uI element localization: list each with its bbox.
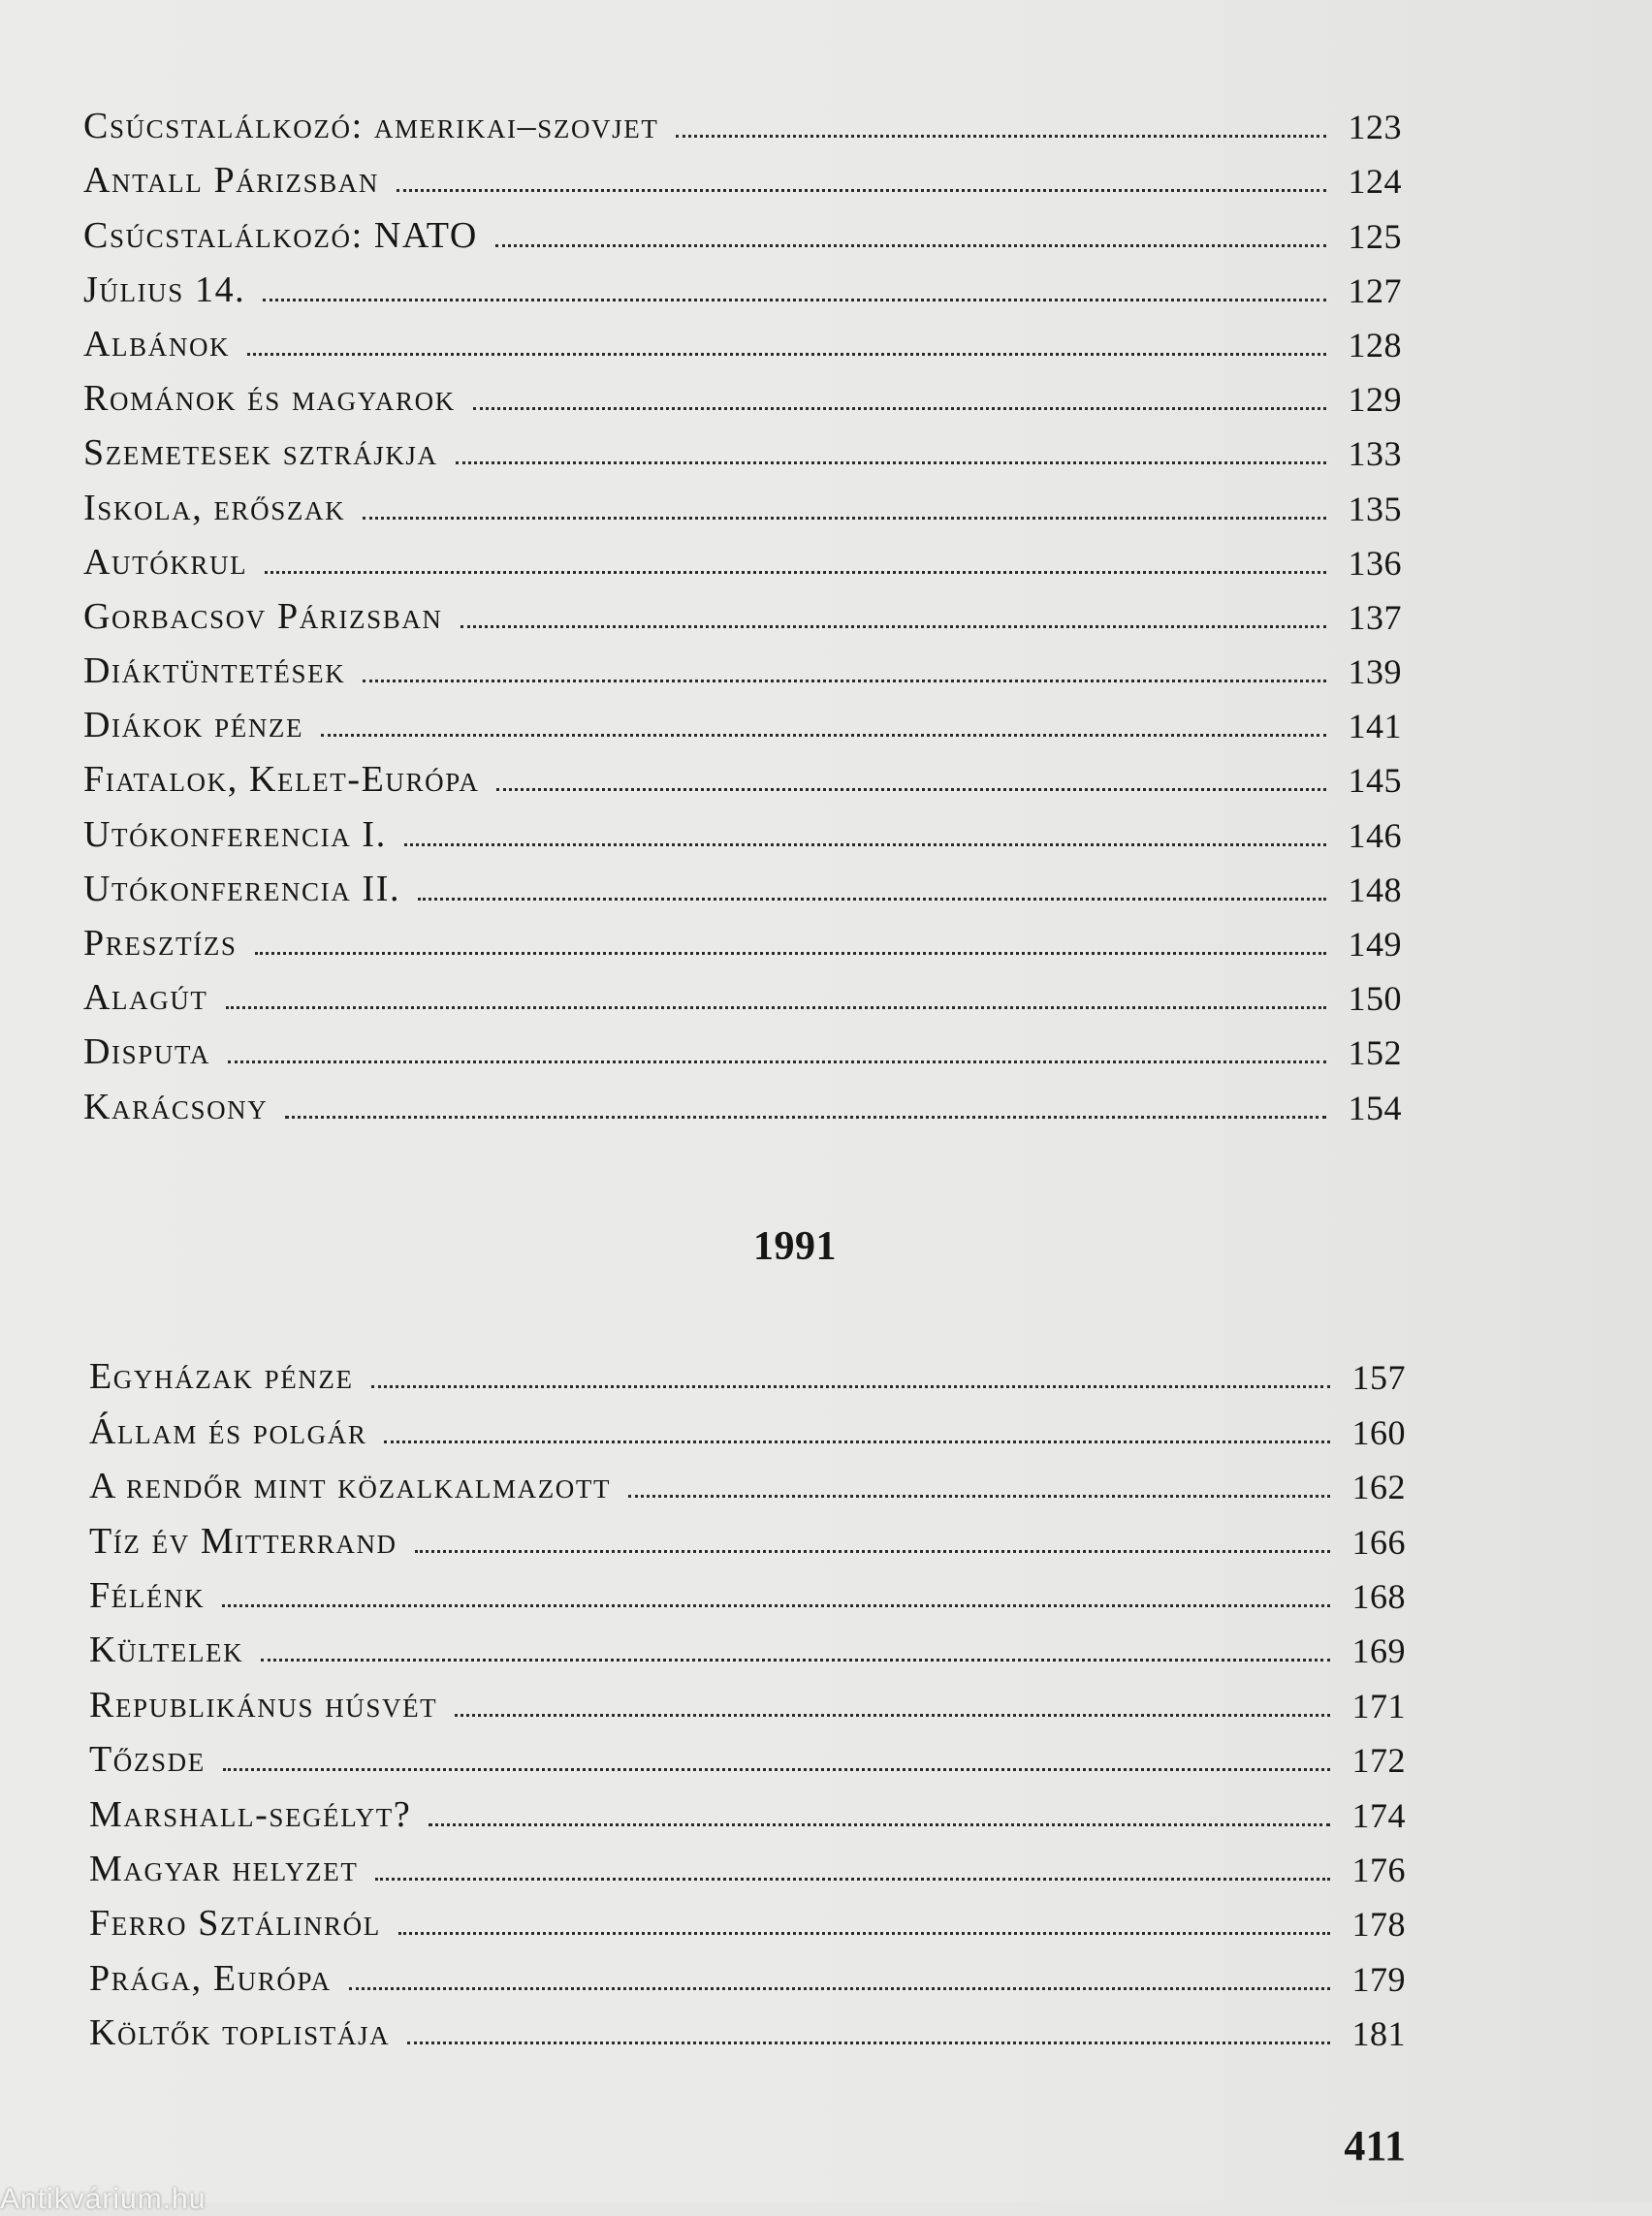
toc-entry-title: Iskola, erőszak (83, 487, 346, 528)
toc-entry-title: Szemetesek sztrájkja (83, 432, 438, 474)
toc-entry-page: 176 (1351, 1850, 1406, 1889)
dot-leader (363, 517, 1326, 520)
toc-entry (83, 584, 1402, 638)
toc-entry-title: Ferro Sztálinról (89, 1903, 381, 1945)
toc-entry (83, 1019, 1402, 1073)
toc-entry-title: Marshall-segélyt? (89, 1793, 412, 1835)
toc-entry-page: 174 (1351, 1795, 1406, 1835)
dot-leader (496, 788, 1326, 791)
toc-entry-title: Karácsony (83, 1086, 269, 1127)
toc-entry-page: 136 (1348, 543, 1402, 583)
dot-leader (384, 1440, 1330, 1443)
dot-leader (397, 189, 1326, 192)
toc-entry (83, 692, 1402, 746)
toc-entry-title: Disputa (83, 1031, 210, 1073)
toc-entry (89, 1617, 1406, 1671)
toc-entry (83, 856, 1402, 910)
toc-entry-title: Magyar helyzet (89, 1848, 359, 1889)
dot-leader (455, 1714, 1330, 1717)
section-heading-year: 1991 (753, 1224, 837, 1269)
dot-leader (247, 353, 1326, 356)
toc-list-1991 (89, 1344, 1406, 2054)
dot-leader (263, 299, 1326, 301)
toc-entry-page: 152 (1348, 1033, 1402, 1073)
dot-leader (404, 843, 1326, 846)
toc-entry-title: Románok és magyarok (83, 378, 456, 420)
dot-leader (363, 680, 1326, 682)
toc-entry (83, 801, 1402, 855)
dot-leader (349, 1987, 1330, 1990)
toc-entry (83, 965, 1402, 1019)
toc-list-1990 (83, 93, 1402, 1128)
toc-entry (83, 474, 1402, 528)
dot-leader (495, 244, 1326, 247)
toc-entry-title: Fiatalok, Kelet-Európa (83, 759, 480, 801)
toc-entry-title: Diáktüntetések (83, 650, 346, 692)
toc-entry-page: 149 (1348, 925, 1402, 964)
dot-leader (418, 898, 1326, 901)
toc-entry (83, 910, 1402, 965)
dot-leader (628, 1495, 1330, 1498)
toc-entry-page: 150 (1348, 979, 1402, 1019)
page-number: 411 (1344, 2122, 1406, 2169)
toc-entry-page: 160 (1351, 1412, 1406, 1452)
toc-entry-title: Autókrul (83, 541, 248, 583)
dot-leader (461, 625, 1326, 628)
dot-leader (223, 1768, 1330, 1771)
toc-entry-page: 137 (1348, 597, 1402, 637)
toc-entry (89, 1344, 1406, 1398)
toc-entry (83, 202, 1402, 256)
toc-entry-title: Presztízs (83, 923, 238, 964)
dot-leader (371, 1385, 1330, 1388)
toc-entry (89, 1945, 1406, 1999)
toc-entry-title: Diákok pénze (83, 705, 304, 746)
toc-entry-title: A rendőr mint közalkalmazott (89, 1466, 612, 1507)
dot-leader (429, 1823, 1330, 1826)
toc-entry (89, 1781, 1406, 1835)
toc-entry (89, 1836, 1406, 1890)
toc-entry-page: 154 (1348, 1088, 1402, 1127)
dot-leader (226, 1006, 1326, 1009)
toc-entry (83, 638, 1402, 692)
toc-entry-page: 171 (1351, 1686, 1406, 1725)
toc-entry-page: 125 (1348, 216, 1402, 256)
toc-entry-title: Tőzsde (89, 1739, 206, 1781)
toc-entry-page: 146 (1348, 815, 1402, 855)
toc-entry-page: 172 (1351, 1741, 1406, 1781)
toc-entry (83, 1073, 1402, 1127)
toc-entry-title: Albánok (83, 323, 231, 364)
toc-entry-title: Félénk (89, 1574, 206, 1616)
toc-entry (83, 420, 1402, 474)
toc-entry-page: 139 (1348, 652, 1402, 692)
dot-leader (473, 407, 1326, 410)
toc-entry-title: Csúcstalálkozó: NATO (83, 214, 478, 256)
toc-entry-page: 123 (1348, 108, 1402, 147)
toc-entry (83, 365, 1402, 420)
dot-leader (222, 1604, 1330, 1607)
toc-entry (83, 93, 1402, 147)
dot-leader (228, 1061, 1326, 1063)
toc-entry-page: 127 (1348, 270, 1402, 310)
toc-entry-page: 169 (1351, 1631, 1406, 1671)
toc-entry-title: Utókonferencia I. (83, 813, 387, 855)
toc-entry-title: Július 14. (83, 269, 246, 310)
toc-entry-title: Gorbacsov Párizsban (83, 595, 443, 637)
dot-leader (456, 461, 1326, 464)
dot-leader (285, 1116, 1326, 1119)
toc-entry-page: 178 (1351, 1905, 1406, 1945)
dot-leader (321, 734, 1326, 737)
toc-entry (89, 2000, 1406, 2054)
toc-entry-page: 168 (1351, 1576, 1406, 1616)
watermark-text: Antikvárium.hu (0, 2183, 206, 2215)
dot-leader (265, 571, 1326, 574)
toc-entry-title: Alagút (83, 977, 208, 1019)
toc-entry-title: Republikánus húsvét (89, 1684, 438, 1725)
dot-leader (415, 1550, 1330, 1553)
dot-leader (261, 1659, 1330, 1662)
toc-entry (83, 147, 1402, 202)
toc-entry-page: 129 (1348, 380, 1402, 420)
toc-entry-page: 133 (1348, 434, 1402, 474)
toc-entry-title: Antall Párizsban (83, 160, 380, 202)
toc-entry-title: Állam és polgár (89, 1410, 367, 1452)
toc-entry (89, 1726, 1406, 1781)
dot-leader (676, 135, 1326, 138)
toc-entry-title: Utókonferencia II. (83, 868, 401, 909)
toc-entry-title: Tíz év Mitterrand (89, 1520, 397, 1562)
toc-entry (89, 1563, 1406, 1617)
toc-entry-page: 179 (1351, 1959, 1406, 1999)
toc-entry (83, 257, 1402, 311)
dot-leader (398, 1932, 1330, 1935)
toc-entry (89, 1507, 1406, 1562)
toc-entry (89, 1890, 1406, 1945)
toc-entry (89, 1453, 1406, 1507)
toc-entry-title: Csúcstalálkozó: amerikai–szovjet (83, 106, 659, 147)
dot-leader (375, 1878, 1330, 1881)
toc-entry-page: 157 (1351, 1358, 1406, 1398)
toc-entry-page: 141 (1348, 707, 1402, 746)
toc-entry (83, 529, 1402, 584)
toc-entry-page: 124 (1348, 162, 1402, 202)
toc-entry-page: 166 (1351, 1522, 1406, 1562)
toc-entry-title: Prága, Európa (89, 1957, 332, 1999)
toc-entry-page: 162 (1351, 1468, 1406, 1507)
toc-entry-page: 145 (1348, 761, 1402, 801)
toc-entry-title: Egyházak pénze (89, 1356, 354, 1398)
toc-entry-title: Költők toplistája (89, 2012, 391, 2054)
toc-entry (83, 311, 1402, 365)
toc-entry-title: Kültelek (89, 1630, 244, 1671)
toc-entry (89, 1398, 1406, 1452)
dot-leader (255, 952, 1326, 955)
toc-entry (89, 1671, 1406, 1725)
toc-entry-page: 128 (1348, 325, 1402, 364)
toc-entry-page: 135 (1348, 489, 1402, 528)
toc-entry-page: 181 (1351, 2014, 1406, 2054)
dot-leader (407, 2042, 1330, 2044)
toc-entry-page: 148 (1348, 870, 1402, 909)
toc-entry (83, 746, 1402, 801)
